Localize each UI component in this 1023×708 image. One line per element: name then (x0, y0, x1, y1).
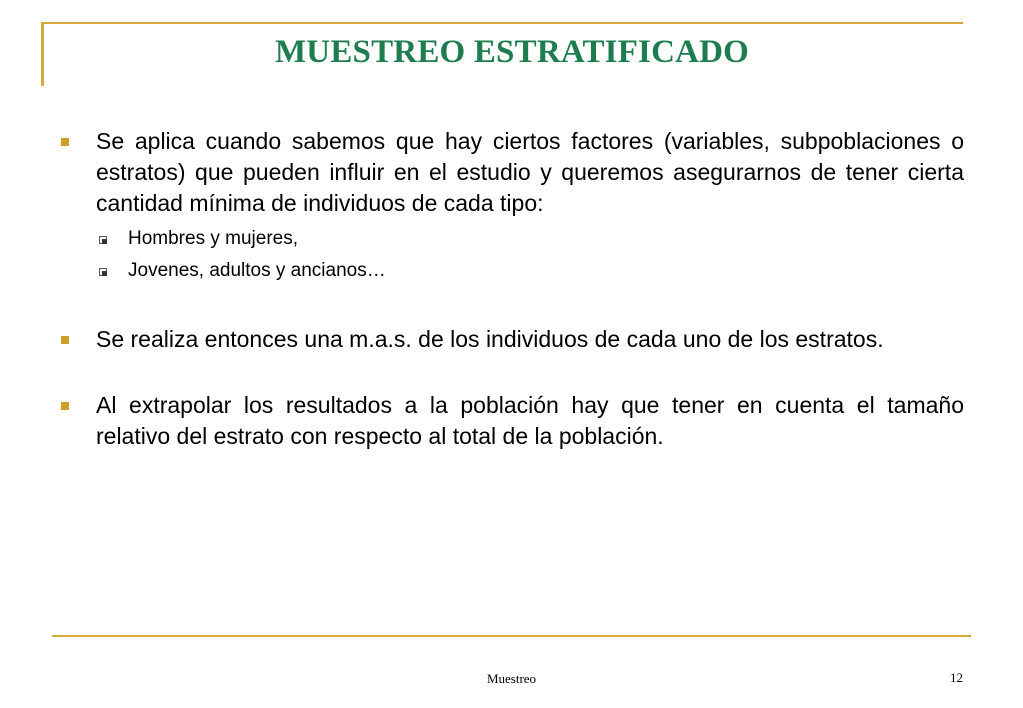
sub-bullet-text-2: Jovenes, adultos y ancianos… (128, 260, 386, 281)
square-bullet-icon (61, 402, 69, 410)
square-bullet-icon (61, 138, 69, 146)
hollow-square-bullet-icon (99, 268, 107, 276)
sub-bullet-list (58, 223, 964, 287)
footer-label: Muestreo (486, 671, 537, 686)
sub-bullet-item-1 (58, 223, 964, 255)
sub-bullet-item-2 (58, 255, 964, 287)
bullet-text-1: Se aplica cuando sabemos que hay ciertos factores (variables, subpoblaciones o estratos) que pueden influir en el estudio y queremos asegurarnos de tener cierta cantidad mínima de individuos de cada tipo: (96, 128, 964, 216)
slide-title: MUESTREO ESTRATIFICADO (274, 34, 750, 70)
square-bullet-icon (61, 336, 69, 344)
bullet-item-2 (58, 324, 964, 355)
slide-content (58, 126, 964, 452)
page-number: 12 (950, 670, 963, 685)
bullet-item-1 (58, 126, 964, 219)
sub-bullet-text-1: Hombres y mujeres, (128, 228, 298, 249)
bullet-text-2: Se realiza entonces una m.a.s. de los individuos de cada uno de los estratos. (96, 326, 884, 352)
footer-rule (52, 635, 971, 637)
hollow-square-bullet-icon (99, 236, 107, 244)
bullet-item-3 (58, 390, 964, 452)
bullet-text-3: Al extrapolar los resultados a la población hay que tener en cuenta el tamaño relativo del estrato con respecto al total de la población. (96, 392, 964, 449)
top-rule (42, 22, 963, 24)
